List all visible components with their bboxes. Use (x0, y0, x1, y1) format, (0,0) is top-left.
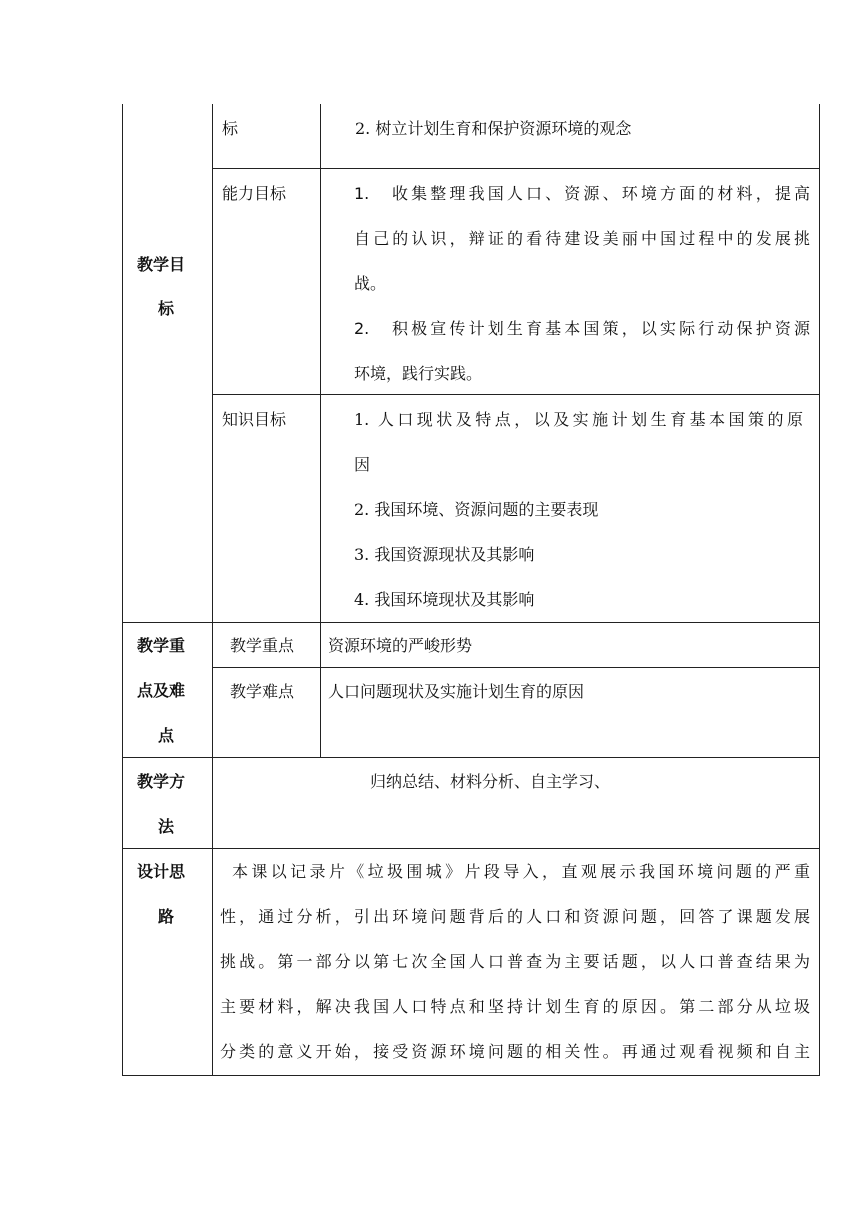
difficult-point-value: 人口问题现状及实施计划生育的原因 (328, 682, 585, 701)
knowledge-item-2: 2. 我国环境、资源问题的主要表现 (354, 500, 599, 519)
table-border-right (819, 104, 820, 1076)
design-heading-line-2: 路 (158, 907, 175, 926)
methods-value: 归纳总结、材料分析、自主学习、 (370, 772, 611, 791)
design-line-5: 分类的意义开始，接受资源环境问题的相关性。再通过观看视频和自主 (220, 1042, 810, 1061)
table-border-bottom (122, 1075, 820, 1076)
design-line-1: 本课以记录片《垃圾围城》片段导入，直观展示我国环境问题的严重 (232, 862, 810, 881)
ability-item-2-number: 2. (354, 319, 370, 338)
design-line-3: 挑战。第一部分以第七次全国人口普查为主要话题，以人口普查结果为 (220, 952, 810, 971)
key-points-heading-line-2: 点及难 (137, 681, 186, 700)
row-line-2 (212, 394, 820, 395)
ability-item-1-line-1: 收集整理我国人口、资源、环境方面的材料，提高 (392, 184, 810, 203)
top-cell-label: 标 (222, 119, 239, 138)
goals-heading-line-1: 教学目 (137, 255, 186, 274)
goals-heading-line-2: 标 (158, 299, 175, 318)
design-heading-line-1: 设计思 (137, 862, 186, 881)
key-point-value: 资源环境的严峻形势 (328, 636, 473, 655)
ability-item-1-line-3: 战。 (354, 274, 387, 293)
row-line-4 (212, 667, 820, 668)
design-line-4: 主要材料，解决我国人口特点和坚持计划生育的原因。第二部分从垃圾 (220, 997, 810, 1016)
design-line-2: 性，通过分析，引出环境问题背后的人口和资源问题，回答了课题发展 (220, 907, 810, 926)
difficult-point-label: 教学难点 (230, 682, 295, 701)
table-border-col1 (212, 104, 213, 1076)
knowledge-item-4: 4. 我国环境现状及其影响 (354, 590, 535, 609)
methods-heading-line-2: 法 (158, 817, 175, 836)
row-line-5 (122, 757, 820, 758)
ability-item-2-line-1: 积极宣传计划生育基本国策，以实际行动保护资源 (392, 319, 810, 338)
methods-heading-line-1: 教学方 (137, 772, 186, 791)
top-cell-item: 2. 树立计划生育和保护资源环境的观念 (355, 119, 632, 138)
row-line-3 (122, 622, 820, 623)
row-line-1 (212, 168, 820, 169)
ability-item-2-line-2: 环境，践行实践。 (354, 364, 483, 383)
table-border-left (122, 104, 123, 1076)
knowledge-item-1-line-1: 1. 人口现状及特点，以及实施计划生育基本国策的原 (354, 410, 803, 429)
knowledge-item-1-line-2: 因 (354, 455, 371, 474)
knowledge-label: 知识目标 (222, 410, 287, 429)
ability-item-1-number: 1. (354, 184, 370, 203)
ability-item-1-line-2: 自己的认识，辩证的看待建设美丽中国过程中的发展挑 (354, 229, 810, 248)
key-point-label: 教学重点 (230, 636, 295, 655)
row-line-6 (122, 848, 820, 849)
key-points-heading-line-1: 教学重 (137, 636, 186, 655)
knowledge-item-3: 3. 我国资源现状及其影响 (354, 545, 535, 564)
ability-label: 能力目标 (222, 184, 287, 203)
table-border-col2 (320, 104, 321, 757)
key-points-heading-line-3: 点 (158, 726, 175, 745)
